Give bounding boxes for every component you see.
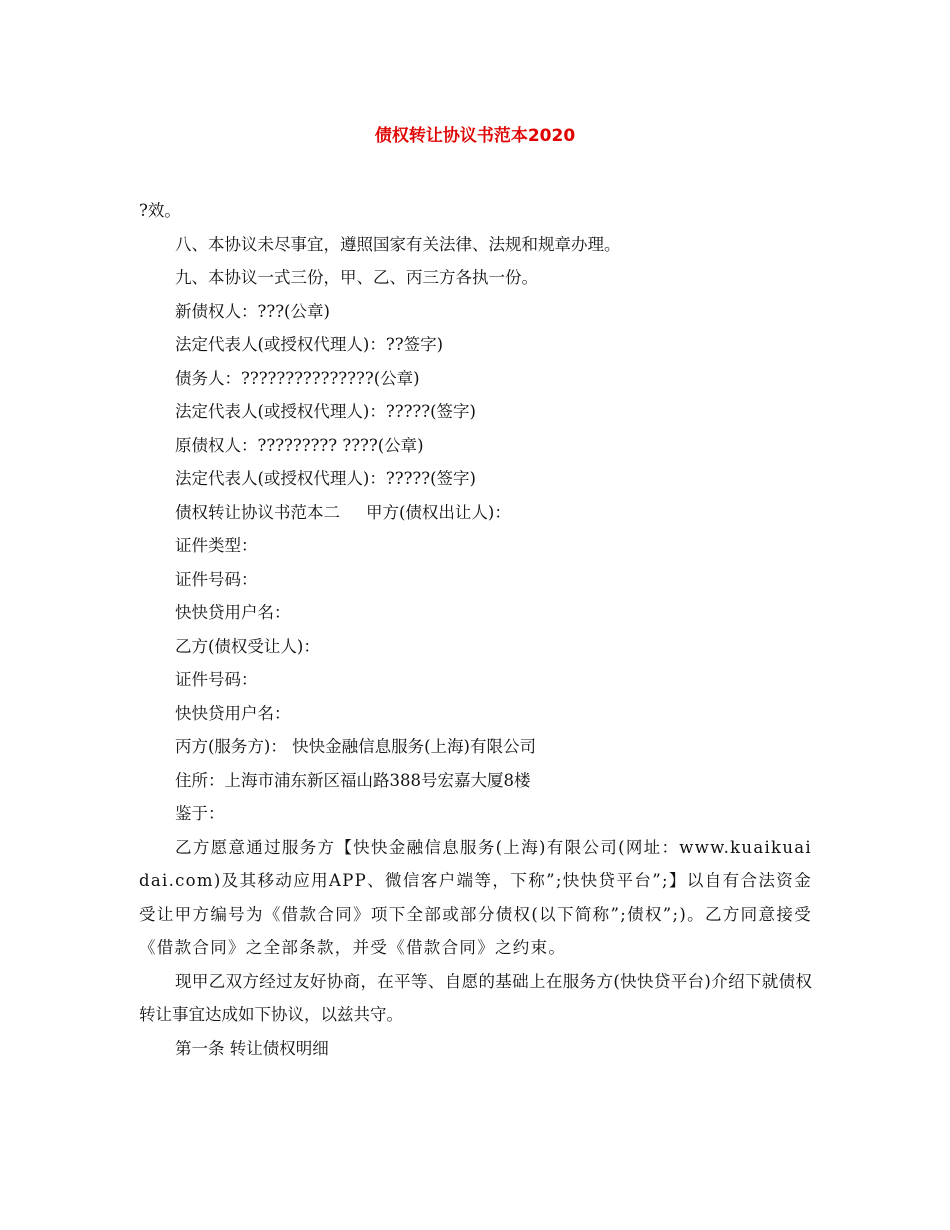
text-line: 法定代表人(或授权代理人)：?????(签字) [175,469,476,488]
text-line: 九、本协议一式三份，甲、乙、丙三方各执一份。 [175,268,538,287]
text-line: 法定代表人(或授权代理人)：?????(签字) [175,402,476,421]
paragraph: 现甲乙双方经过友好协商，在平等、自愿的基础上在服务方(快快贷平台)介绍下就债权转让事宜达成如下协议，以兹共守。 [139,971,812,1024]
text-line: 快快贷用户名： [175,603,291,622]
text-line: 快快贷用户名： [175,703,291,723]
text-line: 八、本协议未尽事宜，遵照国家有关法律、法规和规章办理。 [175,234,621,254]
text-line-pair [139,496,812,530]
text-line: 鉴于： [175,804,225,823]
text-line: 证件号码： [175,670,258,689]
text-line: 法定代表人(或授权代理人)：??签字) [175,335,444,354]
text-line: ?效。 [139,201,181,220]
text-line: 新债权人：???(公章) [175,301,330,321]
article-heading: 第一条 转让债权明细 [175,1038,329,1058]
document-body [139,194,812,1065]
document-title: 债权转让协议书范本2020 [374,126,576,146]
template-two-heading: 债权转让协议书范本二 [175,502,340,522]
paragraph: 乙方愿意通过服务方【快快金融信息服务(上海)有限公司(网址：www.kuaikuaidai.com)及其移动应用APP、微信客户端等，下称”;快快贷平台”;】以自有合法资金受让甲方编号为《借款合同》项下全部或部分债权(以下简称”;债权”;)。乙方同意接受《借款合同》之全部条款，并受《借款合同》之约束。 [139,837,812,957]
text-line: 原债权人：????????? ????(公章) [175,435,424,455]
text-line: 证件类型： [175,536,258,555]
text-line: 住所：上海市浦东新区福山路388号宏嘉大厦8楼 [175,770,531,790]
text-line: 证件号码： [175,569,258,589]
text-line: 乙方(债权受让人)： [175,636,320,656]
text-line: 债务人：???????????????(公章) [175,368,420,388]
text-line: 丙方(服务方)： 快快金融信息服务(上海)有限公司 [175,737,536,756]
party-a-label: 甲方(债权出让人)： [366,502,511,522]
